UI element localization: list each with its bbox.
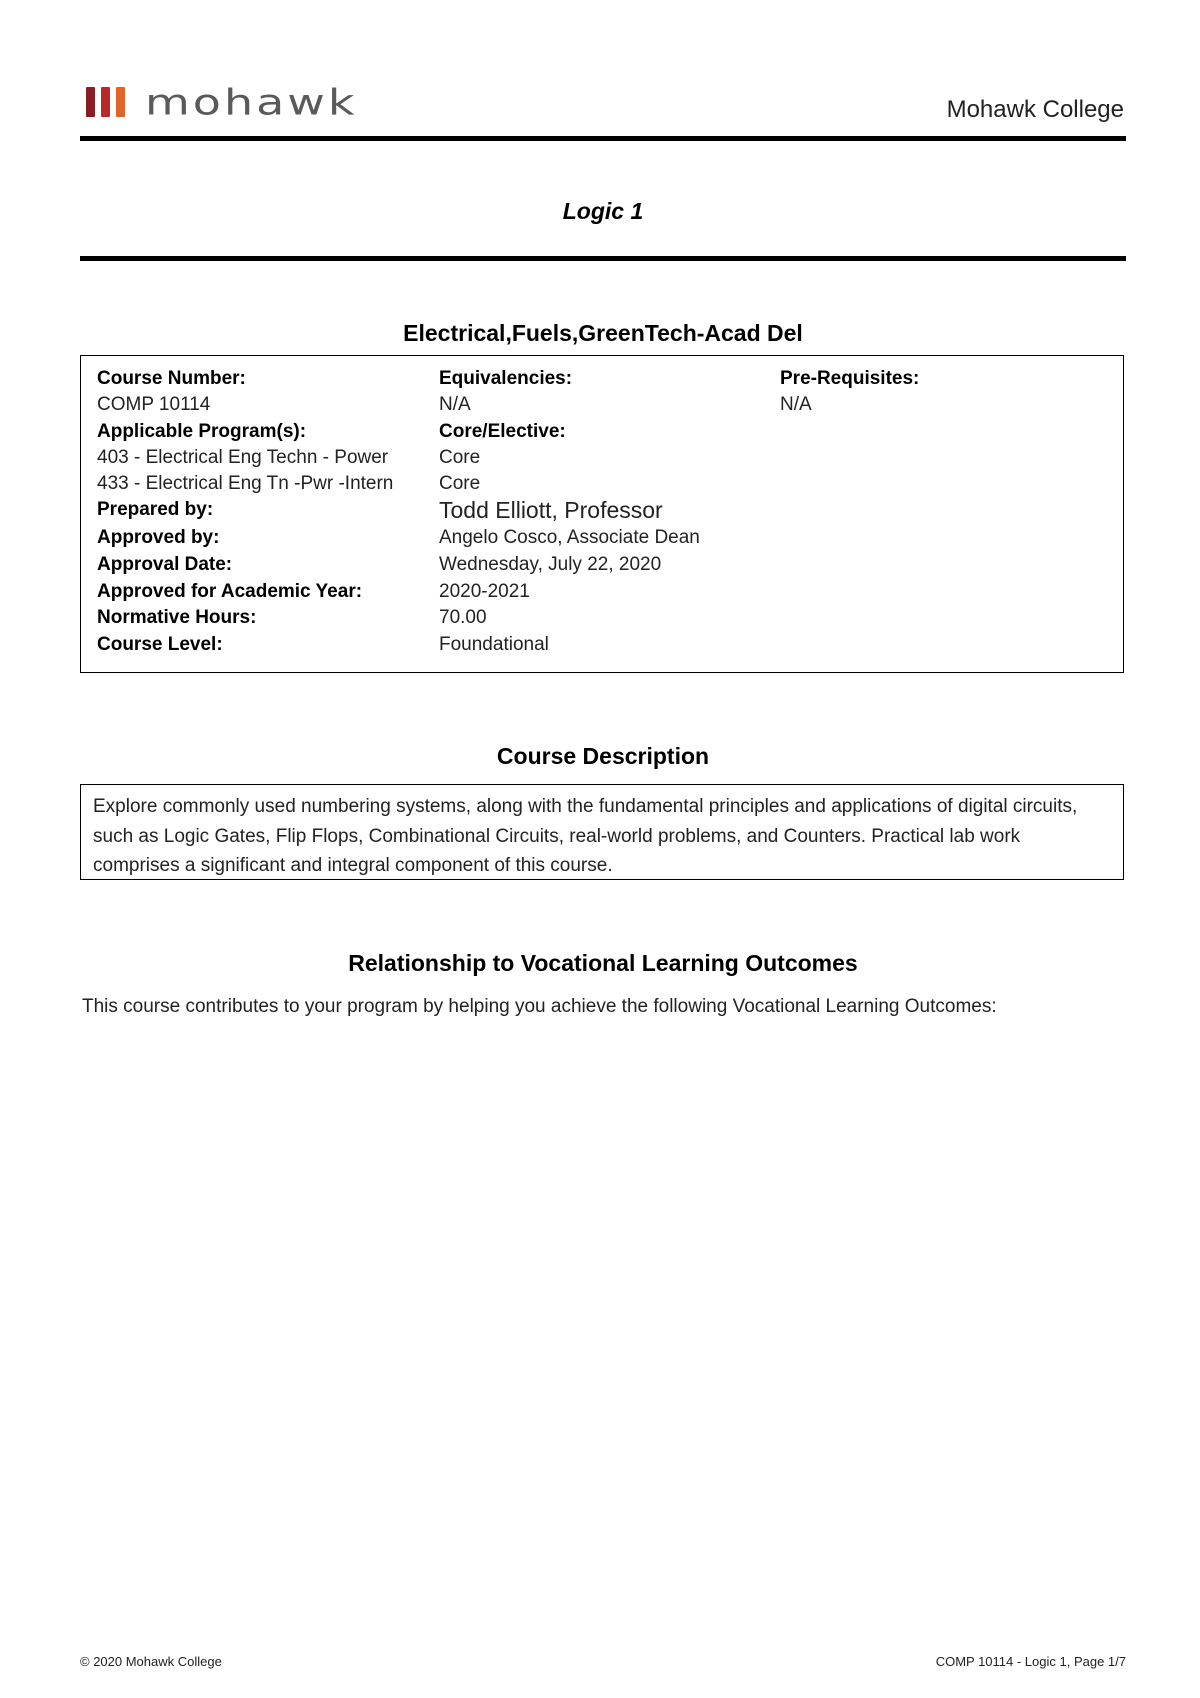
course-description-heading: Course Description [496,743,710,769]
program-2: 433 - Electrical Eng Tn -Pwr -Intern [97,473,394,494]
mohawk-logo [86,80,358,124]
prerequisites-value: N/A [780,394,812,415]
program-1: 403 - Electrical Eng Techn - Power [97,447,389,468]
programs-label: Applicable Program(s): [97,421,307,442]
title-rule [80,256,1126,261]
logo-bar-2 [101,87,110,117]
department-heading: Electrical,Fuels,GreenTech-Acad Del [403,320,803,346]
outcomes-heading: Relationship to Vocational Learning Outcomes [348,950,858,976]
logo-bars-icon [86,87,125,117]
course-number-value: COMP 10114 [97,394,211,415]
core-elective-label: Core/Elective: [439,421,566,442]
prepared-by-label: Prepared by: [97,499,214,520]
equivalencies-label: Equivalencies: [439,368,573,389]
academic-year-value: 2020-2021 [439,581,530,602]
logo-bar-3 [116,87,125,117]
footer-copyright: © 2020 Mohawk College [80,1654,222,1669]
course-description-text: Explore commonly used numbering systems, along with the fundamental principles and applications of digital circuits, such as Logic Gates, Flip Flops, Combinational Circuits, real-world problems, and Counters. Practical lab work comprises a significant and integral component of this course. [93,796,1078,876]
course-level-label: Course Level: [97,634,223,655]
approved-by-label: Approved by: [97,527,220,548]
footer-page-info: COMP 10114 - Logic 1, Page 1/7 [935,1654,1126,1669]
document-title: Logic 1 [562,198,644,224]
approval-date-value: Wednesday, July 22, 2020 [439,554,662,575]
approval-date-label: Approval Date: [97,554,233,575]
prepared-by-value: Todd Elliott, Professor [439,497,663,523]
normative-hours-label: Normative Hours: [97,607,257,628]
logo-wordmark: mohawk [145,80,358,124]
course-level-value: Foundational [439,634,549,655]
course-number-label: Course Number: [97,368,246,389]
program-1-type: Core [439,447,481,468]
normative-hours-value: 70.00 [439,607,487,628]
program-2-type: Core [439,473,481,494]
prerequisites-label: Pre-Requisites: [780,368,920,389]
college-name: Mohawk College [946,96,1124,123]
equivalencies-value: N/A [439,394,471,415]
outcomes-intro: This course contributes to your program by helping you achieve the following Vocational Learning Outcomes: [82,996,997,1017]
course-info-box [80,355,1124,673]
logo-bar-1 [86,87,95,117]
academic-year-label: Approved for Academic Year: [97,581,363,602]
approved-by-value: Angelo Cosco, Associate Dean [439,527,700,548]
course-description-box [80,784,1124,880]
header-rule [80,136,1126,141]
